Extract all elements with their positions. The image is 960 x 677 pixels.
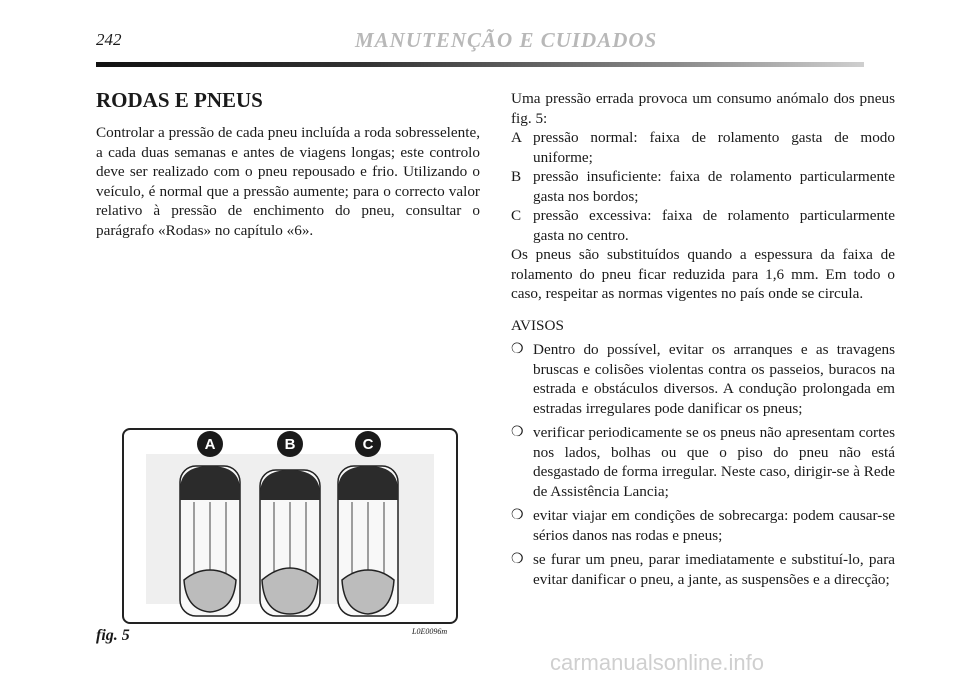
- left-column: [96, 123, 480, 240]
- bullet-icon: ❍: [511, 342, 524, 357]
- badge-label-c: C: [362, 436, 374, 453]
- item-text: pressão insuficiente: faixa de rolamento particularmente gasta nos bordos;: [533, 168, 895, 205]
- tire-wear-diagram: [124, 430, 456, 622]
- warning-text: verificar periodicamente se os pneus não apresentam cortes nos lados, bolhas ou que o piso do pneu não está desgastado de forma irregular. Neste caso, dirigir-se à Rede de Assistência Lancia;: [533, 424, 895, 500]
- list-item: [511, 423, 895, 501]
- tire-wear-figure: [122, 428, 458, 624]
- figure-caption: fig. 5: [96, 627, 130, 644]
- item-letter: B: [511, 168, 522, 185]
- warning-text: se furar um pneu, parar imediatamente e substituí-lo, para evitar danificar o pneu, a jante, as suspensões e a direcção;: [533, 551, 895, 588]
- bullet-icon: ❍: [511, 552, 524, 567]
- list-item: [511, 206, 895, 245]
- replacement-note: Os pneus são substituídos quando a espessura da faixa de rolamento do pneu ficar reduzida para 1,6 mm. Em todo o caso, respeitar as normas vigentes no país onde se circula.: [511, 246, 895, 302]
- bullet-icon: ❍: [511, 425, 524, 440]
- header-rule: [96, 62, 864, 67]
- section-heading: RODAS E PNEUS: [96, 88, 263, 112]
- page-number: 242: [96, 30, 122, 49]
- watermark-text: carmanualsonline.info: [550, 650, 765, 675]
- bullet-icon: ❍: [511, 508, 524, 523]
- badge-label-a: A: [204, 436, 216, 453]
- item-letter: C: [511, 207, 522, 224]
- right-column: [511, 89, 895, 589]
- running-title: MANUTENÇÃO E CUIDADOS: [355, 28, 658, 52]
- list-item: [511, 506, 895, 545]
- badge-label-b: B: [284, 436, 296, 453]
- list-item: [511, 167, 895, 206]
- item-text: pressão excessiva: faixa de rolamento particularmente gasta no centro.: [533, 207, 895, 244]
- item-text: pressão normal: faixa de rolamento gasta de modo uniforme;: [533, 129, 895, 166]
- list-item: [511, 550, 895, 589]
- warnings-title: AVISOS: [511, 316, 564, 334]
- item-letter: A: [511, 129, 522, 146]
- pressure-intro: Uma pressão errada provoca um consumo anómalo dos pneus fig. 5:: [511, 90, 895, 127]
- figure-code: L0E0096m: [412, 627, 448, 636]
- warning-text: Dentro do possível, evitar os arranques e as travagens bruscas e colisões violentas contra os passeios, buracos na estrada e obstáculos diversos. A condução prolongada em estradas irregulares pode danificar os pneus;: [533, 341, 895, 417]
- warning-text: evitar viajar em condições de sobrecarga: podem causar-se sérios danos nas rodas e pneus;: [533, 507, 895, 544]
- list-item: [511, 128, 895, 167]
- list-item: [511, 340, 895, 418]
- intro-paragraph: Controlar a pressão de cada pneu incluída a roda sobresselente, a cada duas semanas e antes de viagens longas; este controlo deve ser realizado com o pneu repousado e frio. Utilizando o veículo, é normal que a pressão aumente; para o correcto valor relativo à pressão de enchimento do pneu, consultar o parágrafo «Rodas» no capítulo «6».: [96, 124, 480, 239]
